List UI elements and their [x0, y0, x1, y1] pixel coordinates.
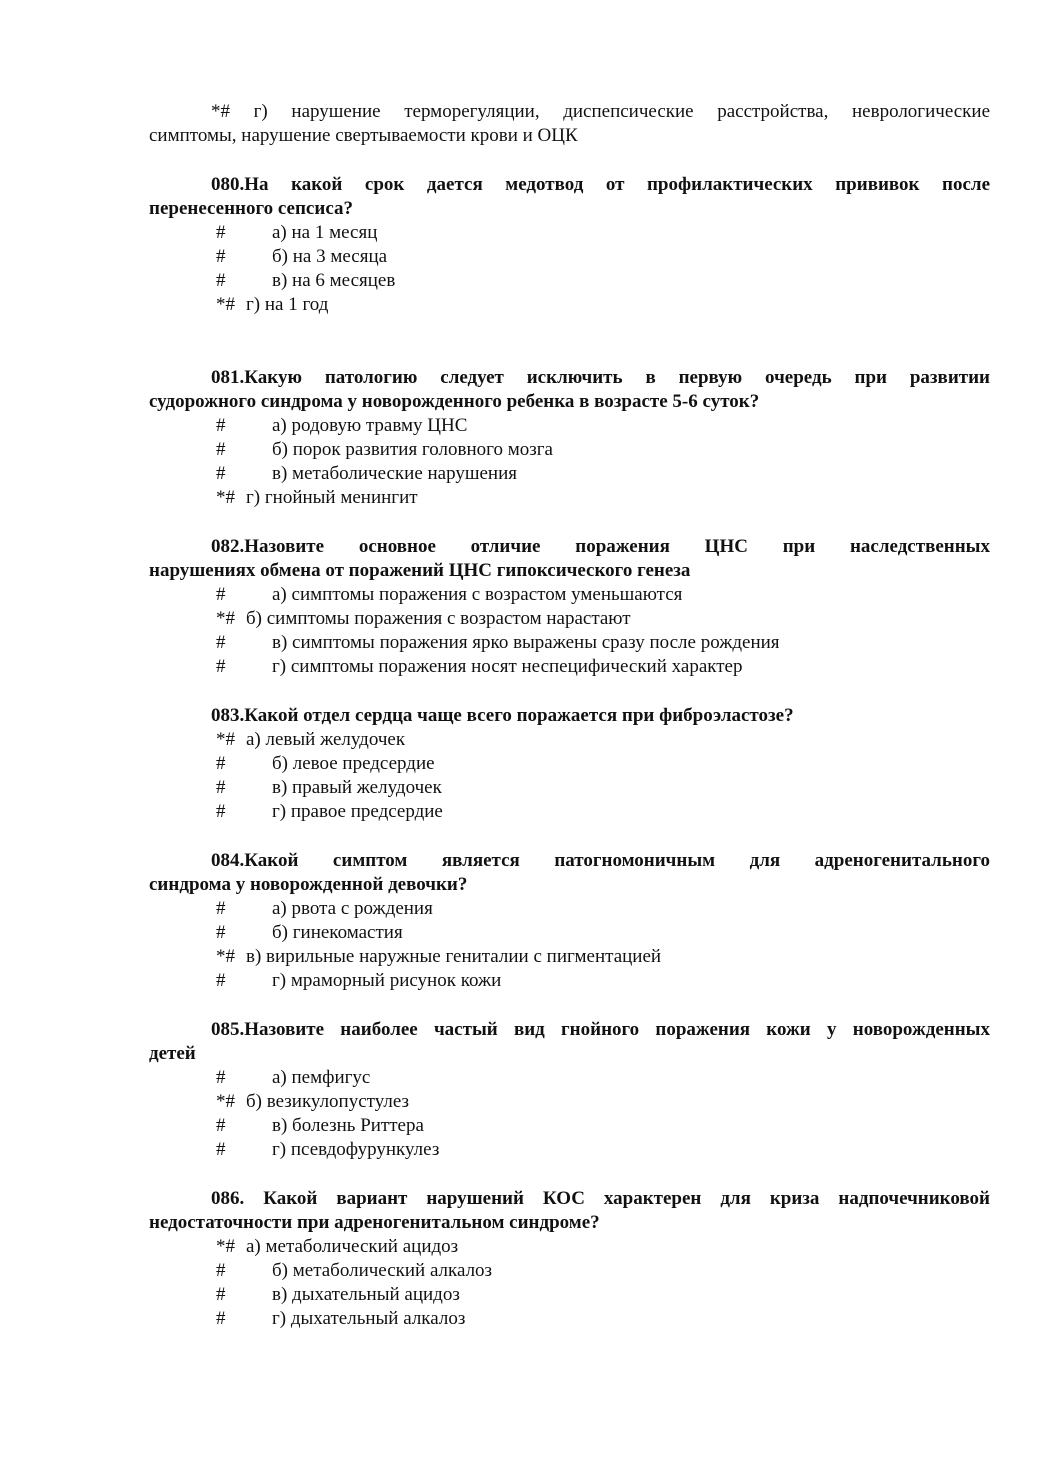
- question-083-option-a-marker: *#: [216, 729, 235, 750]
- question-084-option-c: в) вирильные наружные гениталии с пигментацией: [246, 946, 662, 967]
- question-080-option-b: б) на 3 месяца: [272, 246, 388, 267]
- question-083-title-line-1: 083.Какой отдел сердца чаще всего поражается при фиброэластозе?: [211, 705, 794, 726]
- question-083-option-d: г) правое предсердие: [272, 801, 443, 822]
- question-086-option-b: б) метаболический алкалоз: [272, 1260, 493, 1281]
- question-084-option-a: а) рвота с рождения: [272, 898, 433, 919]
- question-082-title-line-2: нарушениях обмена от поражений ЦНС гипоксического генеза: [149, 560, 691, 581]
- question-083-option-b: б) левое предсердие: [272, 753, 435, 774]
- question-086-option-d-marker: #: [216, 1308, 226, 1329]
- question-082-option-b-marker: *#: [216, 608, 235, 629]
- question-080-option-a-marker: #: [216, 222, 226, 243]
- question-082-option-b: б) симптомы поражения с возрастом нарастают: [246, 608, 631, 629]
- question-084-option-a-marker: #: [216, 898, 226, 919]
- question-080-option-d: г) на 1 год: [246, 294, 329, 315]
- question-085-option-d: г) псевдофурункулез: [272, 1139, 440, 1160]
- question-081-option-d: г) гнойный менингит: [246, 487, 418, 508]
- question-081-option-b: б) порок развития головного мозга: [272, 439, 553, 460]
- question-084-option-b-marker: #: [216, 922, 226, 943]
- question-082-title-line-1: 082.Назовите основное отличие поражения ЦНС при наследственных: [211, 536, 990, 557]
- question-080-option-b-marker: #: [216, 246, 226, 267]
- question-085-option-c-marker: #: [216, 1115, 226, 1136]
- question-083-option-a: а) левый желудочек: [246, 729, 406, 750]
- question-080-option-d-marker: *#: [216, 294, 235, 315]
- question-083-option-c: в) правый желудочек: [272, 777, 442, 798]
- question-080-option-c-marker: #: [216, 270, 226, 291]
- question-086-option-b-marker: #: [216, 1260, 226, 1281]
- question-084-title-line-2: синдрома у новорожденной девочки?: [149, 874, 468, 895]
- question-086-option-a: а) метаболический ацидоз: [246, 1236, 459, 1257]
- question-084-option-b: б) гинекомастия: [272, 922, 403, 943]
- question-084-option-d-marker: #: [216, 970, 226, 991]
- question-080-title-line-2: перенесенного сепсиса?: [149, 198, 353, 219]
- question-081-option-a: а) родовую травму ЦНС: [272, 415, 468, 436]
- question-083-option-b-marker: #: [216, 753, 226, 774]
- question-086-option-c-marker: #: [216, 1284, 226, 1305]
- question-085-option-c: в) болезнь Риттера: [272, 1115, 424, 1136]
- question-082-option-a: а) симптомы поражения с возрастом уменьшаются: [272, 584, 683, 605]
- question-081-option-d-marker: *#: [216, 487, 235, 508]
- question-084-option-c-marker: *#: [216, 946, 235, 967]
- question-080-title-line-1: 080.На какой срок дается медотвод от профилактических прививок после: [211, 174, 990, 195]
- question-082-option-d-marker: #: [216, 656, 226, 677]
- question-081-title-line-1: 081.Какую патологию следует исключить в первую очередь при развитии: [211, 367, 990, 388]
- question-085-title-line-1: 085.Назовите наиболее частый вид гнойного поражения кожи у новорожденных: [211, 1019, 990, 1040]
- intro-line-1: *# г) нарушение терморегуляции, диспепсические расстройства, неврологические: [211, 101, 990, 122]
- question-086-option-c: в) дыхательный ацидоз: [272, 1284, 460, 1305]
- question-082-option-c-marker: #: [216, 632, 226, 653]
- question-081-option-c: в) метаболические нарушения: [272, 463, 518, 484]
- question-086-option-d: г) дыхательный алкалоз: [272, 1308, 466, 1329]
- question-081-option-b-marker: #: [216, 439, 226, 460]
- question-083-option-d-marker: #: [216, 801, 226, 822]
- question-086-title-line-1: 086. Какой вариант нарушений КОС характерен для криза надпочечниковой: [211, 1188, 990, 1209]
- question-081-option-c-marker: #: [216, 463, 226, 484]
- question-082-option-c: в) симптомы поражения ярко выражены сразу после рождения: [272, 632, 780, 653]
- question-082-option-a-marker: #: [216, 584, 226, 605]
- question-085-option-a: а) пемфигус: [272, 1067, 371, 1088]
- question-080-option-c: в) на 6 месяцев: [272, 270, 396, 291]
- question-083-option-c-marker: #: [216, 777, 226, 798]
- question-085-title-line-2: детей: [149, 1043, 196, 1064]
- question-085-option-a-marker: #: [216, 1067, 226, 1088]
- question-085-option-b: б) везикулопустулез: [246, 1091, 410, 1112]
- question-085-option-d-marker: #: [216, 1139, 226, 1160]
- question-081-option-a-marker: #: [216, 415, 226, 436]
- question-084-option-d: г) мраморный рисунок кожи: [272, 970, 502, 991]
- question-086-title-line-2: недостаточности при адреногенитальном синдроме?: [149, 1212, 600, 1233]
- question-080-option-a: а) на 1 месяц: [272, 222, 378, 243]
- question-084-title-line-1: 084.Какой симптом является патогномоничным для адреногенитального: [211, 850, 990, 871]
- intro-line-2: симптомы, нарушение свертываемости крови и ОЦК: [149, 125, 578, 146]
- question-081-title-line-2: судорожного синдрома у новорожденного ребенка в возрасте 5-6 суток?: [149, 391, 760, 412]
- question-085-option-b-marker: *#: [216, 1091, 235, 1112]
- question-086-option-a-marker: *#: [216, 1236, 235, 1257]
- question-082-option-d: г) симптомы поражения носят неспецифический характер: [272, 656, 743, 677]
